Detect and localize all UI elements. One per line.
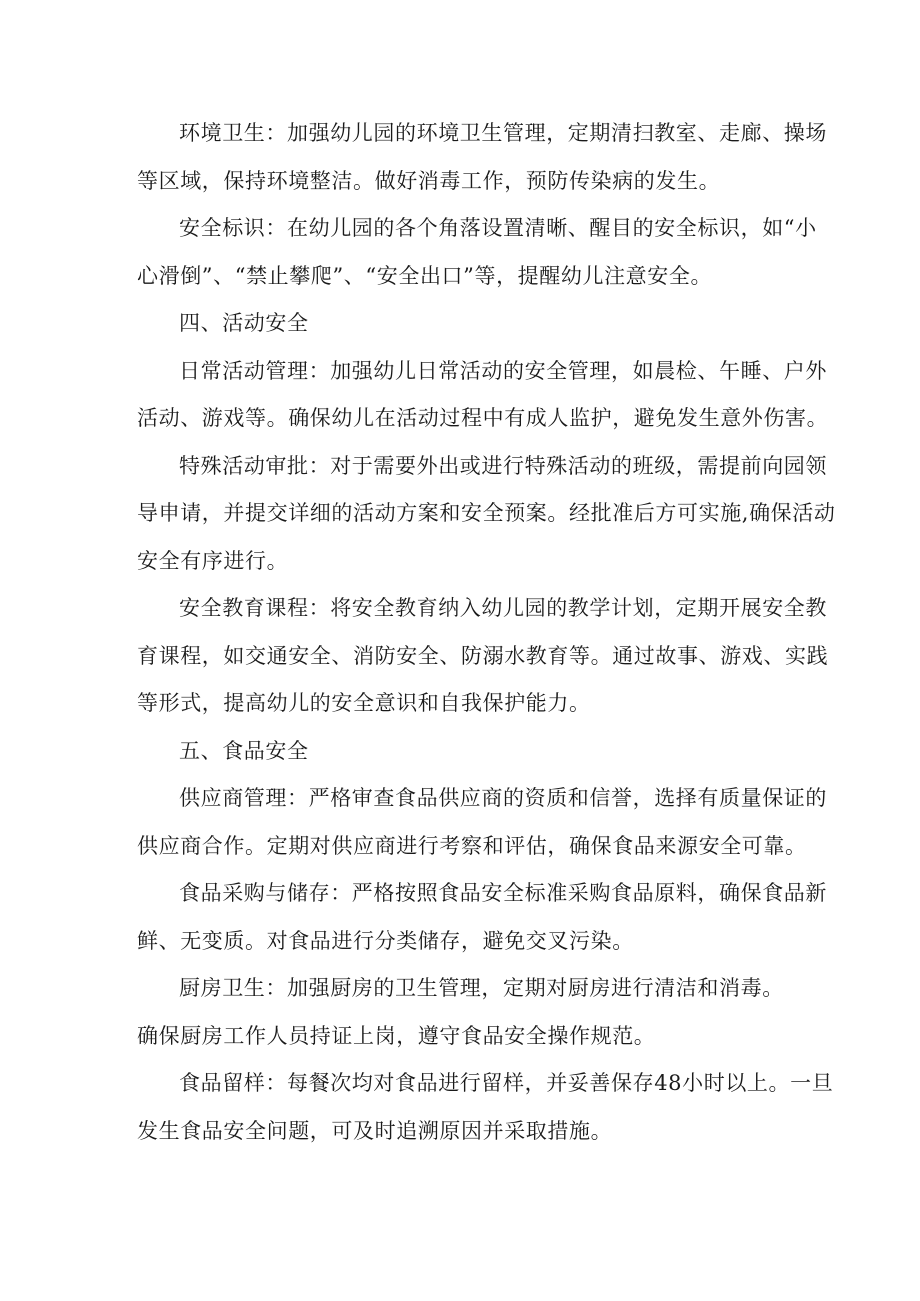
paragraph-daily-activity-line-2: 活动、游戏等。确保幼儿在活动过程中有成人监护，避免发生意外伤害。 bbox=[137, 406, 829, 430]
paragraph-environment-hygiene-line-2: 等区域，保持环境整洁。做好消毒工作，预防传染病的发生。 bbox=[137, 168, 721, 193]
document-body bbox=[137, 110, 836, 1155]
paragraph-special-activity-line-3: 安全有序进行。 bbox=[137, 548, 289, 573]
section-heading-activity-safety: 四、活动安全 bbox=[179, 311, 309, 335]
paragraph-kitchen-hygiene-line-1: 厨房卫生：加强厨房的卫生管理，定期对厨房进行清洁和消毒。 bbox=[179, 976, 784, 1000]
paragraph-safety-education-line-3: 等形式，提高幼儿的安全意识和自我保护能力。 bbox=[137, 691, 591, 715]
paragraph-safety-education-line-2: 育课程，如交通安全、消防安全、防溺水教育等。通过故事、游戏、实践 bbox=[137, 643, 829, 668]
paragraph-special-activity-line-2: 导申请，并提交详细的活动方案和安全预案。经批准后方可实施,确保活动 bbox=[137, 501, 836, 525]
paragraph-daily-activity-line-1: 日常活动管理：加强幼儿日常活动的安全管理，如晨检、午睡、户外 bbox=[179, 358, 827, 383]
paragraph-food-sample-line-2: 发生食品安全问题，可及时追溯原因并采取措施。 bbox=[137, 1118, 613, 1143]
section-heading-food-safety: 五、食品安全 bbox=[179, 738, 309, 763]
paragraph-environment-hygiene-line-1: 环境卫生：加强幼儿园的环境卫生管理，定期清扫教室、走廊、操场 bbox=[179, 121, 827, 145]
paragraph-food-sample-line-1: 食品留样：每餐次均对食品进行留样，并妥善保存48小时以上。一旦 bbox=[179, 1071, 834, 1095]
paragraph-safety-signs-line-2: 心滑倒”、“禁止攀爬”、“安全出口”等，提醒幼儿注意安全。 bbox=[137, 263, 713, 288]
paragraph-kitchen-hygiene-line-2: 确保厨房工作人员持证上岗，遵守食品安全操作规范。 bbox=[137, 1023, 656, 1048]
paragraph-supplier-line-2: 供应商合作。定期对供应商进行考察和评估，确保食品来源安全可靠。 bbox=[137, 833, 807, 858]
paragraph-supplier-line-1: 供应商管理：严格审查食品供应商的资质和信誉，选择有质量保证的 bbox=[179, 786, 827, 810]
paragraph-procurement-line-1: 食品采购与储存：严格按照食品安全标准采购食品原料，确保食品新 bbox=[179, 881, 827, 905]
paragraph-procurement-line-2: 鲜、无变质。对食品进行分类储存，避免交叉污染。 bbox=[137, 928, 634, 953]
paragraph-safety-education-line-1: 安全教育课程：将安全教育纳入幼儿园的教学计划，定期开展安全教 bbox=[179, 596, 827, 620]
paragraph-special-activity-line-1: 特殊活动审批：对于需要外出或进行特殊活动的班级，需提前向园领 bbox=[179, 453, 827, 478]
paragraph-safety-signs-line-1: 安全标识：在幼儿园的各个角落设置清晰、醒目的安全标识，如“小 bbox=[179, 216, 817, 240]
